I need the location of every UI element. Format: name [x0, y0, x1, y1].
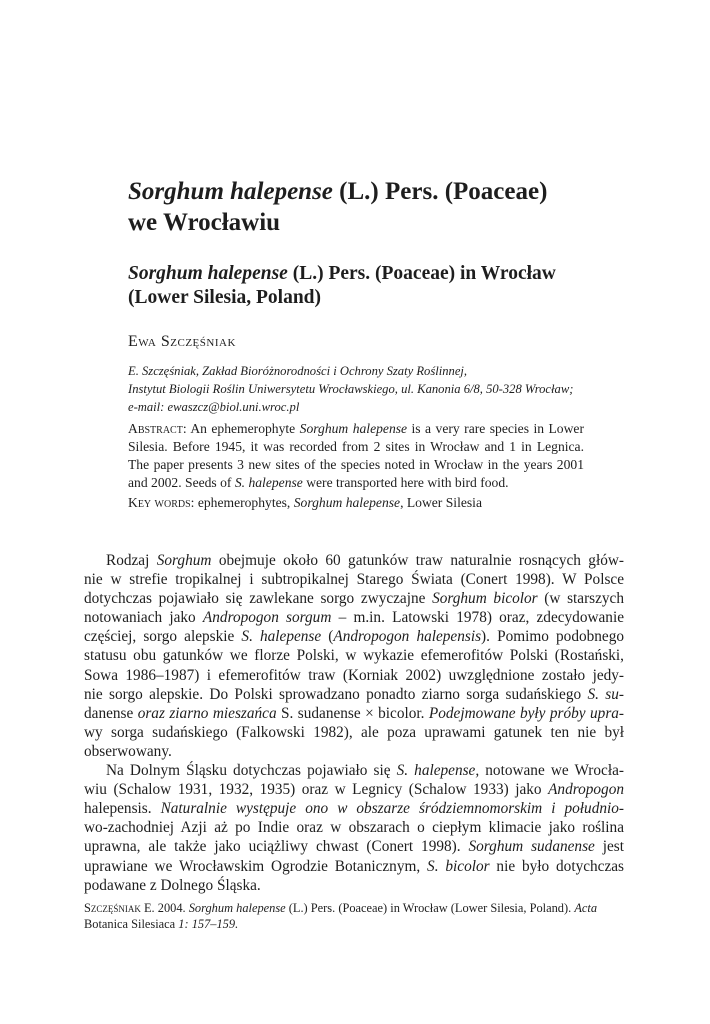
- text-line: [84, 589, 624, 608]
- text-line: [84, 837, 624, 856]
- abstract-text: were transported here with bird food.: [302, 475, 509, 490]
- subtitle-line2: (Lower Silesia, Poland): [128, 287, 322, 308]
- keywords: [128, 494, 584, 512]
- text-run: Na Dolnym Śląsku dotychczas pojawiało się: [106, 762, 397, 780]
- text-line: [84, 704, 624, 723]
- text-line: [84, 723, 624, 742]
- italic-term: Acta: [574, 901, 598, 915]
- citation-line: [84, 900, 624, 916]
- italic-term: Naturalnie występuje ono w obszarze śródziemnomorskim i południo-: [151, 800, 624, 818]
- abstract-text: An ephemerophyte: [186, 421, 300, 436]
- text-line: [84, 570, 624, 589]
- text-run: halepensis.: [84, 800, 152, 818]
- keywords-text: , Lower Silesia: [400, 495, 482, 510]
- paragraph-2: [84, 761, 624, 895]
- citation-footer: [84, 900, 624, 932]
- text-run: notowaniach jako: [84, 609, 203, 627]
- text-run: – m.in. Latowski 1978) oraz, zdecydowanie: [331, 609, 624, 627]
- keywords-text: ephemerophytes,: [194, 495, 294, 510]
- subtitle-rest: (L.) Pers. (Poaceae) in Wrocław: [287, 263, 556, 284]
- text-line: [84, 780, 624, 799]
- subtitle-species: Sorghum halepense: [128, 263, 288, 284]
- text-run: obserwowany.: [84, 742, 172, 760]
- italic-term: oraz ziarno mieszańca: [133, 704, 282, 722]
- author-name: Ewa Szczęśniak: [128, 333, 236, 350]
- abstract: [128, 420, 584, 492]
- italic-term: Sorghum sudanense: [468, 838, 595, 856]
- text-run: Rodzaj: [106, 552, 157, 569]
- text-line: [84, 799, 624, 818]
- body-text: [84, 551, 624, 895]
- text-run: wo-zachodniej Azji aż po Indie oraz w obszarach o ciepłym klimacie jako roślina: [84, 819, 624, 837]
- text-line: [84, 876, 624, 895]
- text-line: [84, 551, 624, 570]
- title-line2: we Wrocławiu: [128, 209, 281, 236]
- text-line: [84, 857, 624, 876]
- keywords-species: Sorghum halepense: [293, 495, 401, 510]
- text-run: (L.) Pers. (Poaceae) in Wrocław (Lower Silesia, Poland).: [285, 901, 575, 915]
- affiliation-email: e-mail: ewaszcz@biol.uni.wroc.pl: [128, 400, 300, 414]
- text-run: wiu (Schalow 1931, 1932, 1935) oraz w Legnicy (Schalow 1933) jako: [84, 781, 549, 799]
- citation-line: [84, 916, 624, 932]
- title-authority: (L.) Pers. (Poaceae): [332, 178, 548, 205]
- paper-subtitle: [128, 262, 598, 310]
- text-run: uprawiane we Wrocławskim Ogrodzie Botanicznym,: [84, 857, 428, 875]
- affiliation-line: Instytut Biologii Roślin Uniwersytetu Wrocławskiego, ul. Kanonia 6/8, 50-328 Wrocław;: [128, 382, 574, 396]
- text-line: [84, 818, 624, 837]
- italic-term: 1: 157–159.: [175, 917, 239, 931]
- text-run: Botanica Silesiaca: [84, 917, 176, 931]
- text-run: nie było dotychczas: [489, 857, 624, 875]
- text-line: [84, 685, 624, 704]
- text-run: obejmuje około 60 gatunków traw naturalnie rosnących głów-: [211, 552, 624, 569]
- text-run: statusu obu gatunków we florze Polski, w wykazie efemerofitów Polski (Rostański,: [84, 647, 624, 665]
- text-line: [84, 608, 624, 627]
- text-run: ). Pomimo podobnego: [481, 628, 625, 646]
- title-species: Sorghum halepense: [128, 178, 333, 205]
- paragraph-1: [84, 551, 624, 761]
- italic-term: S. bicolor: [427, 857, 490, 875]
- text-run: Szczęśniak E. 2004.: [84, 901, 189, 915]
- text-run: nie sorgo alepskie. Do Polski sprowadzano ponadto ziarno sorga sudańskiego: [84, 685, 588, 703]
- text-run: danense: [84, 704, 134, 722]
- italic-term: S. su-: [587, 685, 625, 703]
- text-run: częściej, sorgo alepskie: [84, 628, 242, 646]
- text-run: nie w strefie tropikalnej i subtropikalnej Starego Świata (Conert 1998). W Polsce: [84, 571, 624, 589]
- text-run: S. sudanense × bicolor.: [281, 704, 425, 722]
- italic-term: Andropogon sorgum: [202, 609, 332, 627]
- paper-title: [128, 176, 598, 238]
- italic-term: Andropogon: [548, 781, 624, 799]
- text-run: wy sorga sudańskiego (Falkowski 1982), ale poza uprawami gatunek ten nie był: [84, 723, 624, 741]
- abstract-species: Sorghum halepense: [299, 421, 408, 436]
- text-line: [84, 646, 624, 665]
- text-run: dotychczas pojawiało się zawlekane sorgo zwyczajne: [84, 590, 433, 608]
- italic-term: Sorghum bicolor: [432, 590, 538, 608]
- affiliation-line: E. Szczęśniak, Zakład Bioróżnorodności i Ochrony Szaty Roślinnej,: [128, 364, 468, 378]
- abstract-label: Abstract:: [128, 421, 187, 436]
- text-run: uprawna, ale także jako uciążliwy chwast (Conert 1998).: [84, 838, 469, 856]
- text-line: [84, 666, 624, 685]
- italic-term: S. halepense: [241, 628, 322, 646]
- text-run: (: [321, 628, 334, 646]
- abstract-species: S. halepense: [234, 475, 303, 490]
- text-run: jest: [594, 838, 624, 856]
- italic-term: Sorghum: [156, 552, 212, 569]
- author-affiliation: [128, 362, 608, 416]
- italic-term: Podejmowane były próby upra-: [424, 704, 625, 722]
- italic-term: Andropogon halepensis: [333, 628, 482, 646]
- text-line: [84, 761, 624, 780]
- text-run: Sowa 1986–1987) i efemerofitów traw (Korniak 2002) uwzględnione zostało jedy-: [84, 666, 624, 684]
- italic-term: Sorghum halepense: [188, 901, 286, 915]
- text-run: podawane z Dolnego Śląska.: [84, 876, 261, 894]
- keywords-label: Key words:: [128, 495, 195, 510]
- abstract-text: is a very rare species in Lower Silesia. Before 1945, it was recorded from 2 sites in Wrocław and 1 in Legnica. The paper presents 3 new sites of the species noted in Wrocław in the years 2001 and 2002. Seeds of: [128, 421, 584, 490]
- text-line: [84, 627, 624, 646]
- italic-term: S. halepense,: [396, 762, 480, 780]
- text-run: (w starszych: [537, 590, 624, 608]
- text-run: notowane we Wrocła-: [479, 762, 624, 780]
- text-line: [84, 742, 624, 761]
